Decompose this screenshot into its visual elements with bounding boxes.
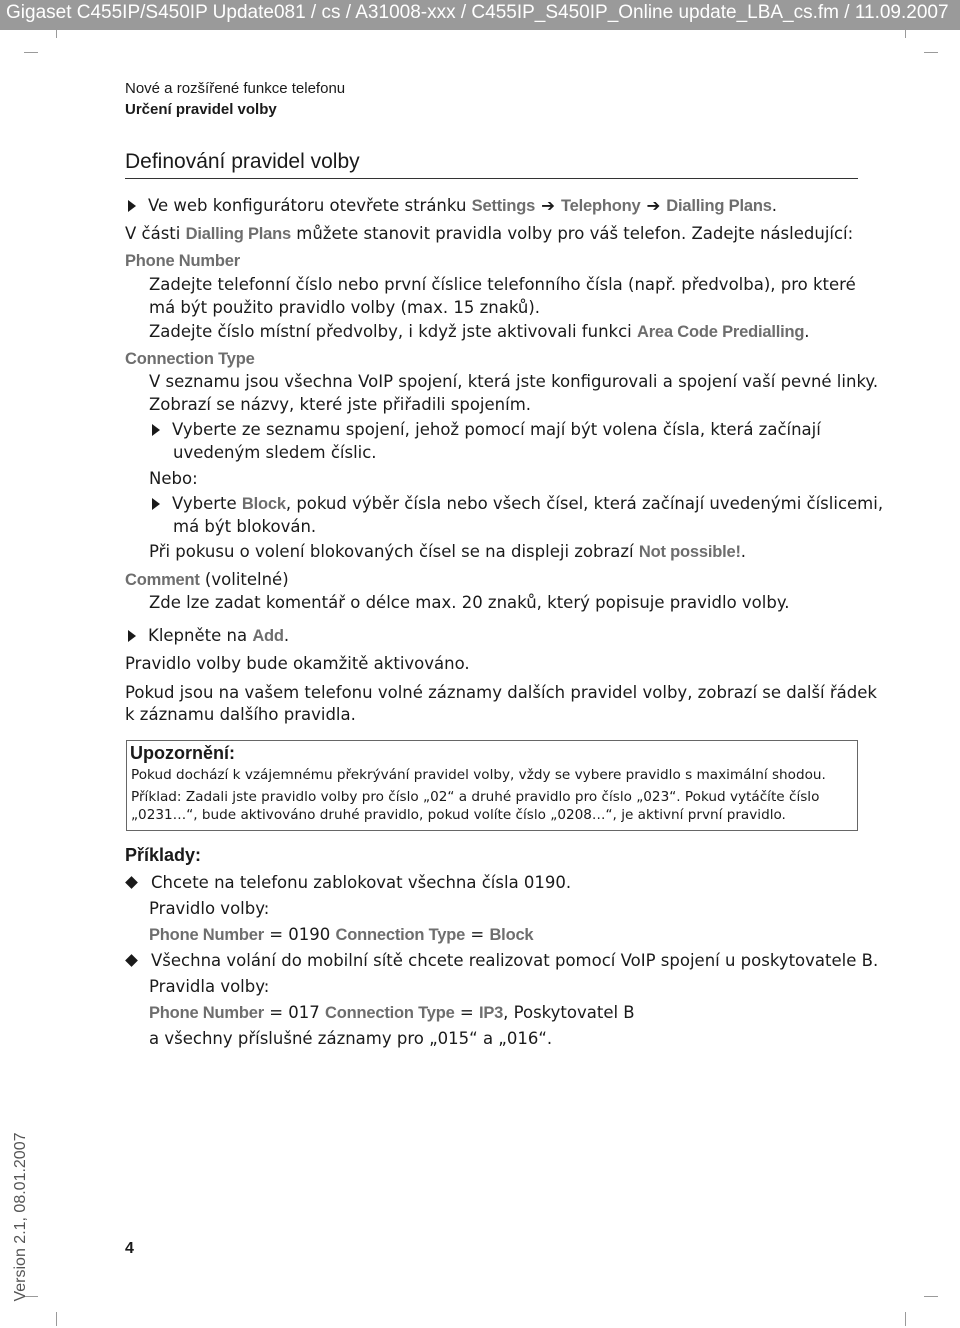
ui-connection-type: Connection Type (325, 1004, 455, 1022)
example-2: Všechna volání do mobilní sítě chcete realizovat pomocí VoIP spojení u poskytovatele B. (124, 949, 878, 972)
running-head-chapter: Nové a rozšířené funkce telefonu (125, 80, 346, 97)
crop-mark (905, 26, 906, 38)
menu-settings: Settings (471, 197, 536, 215)
intro-prefix: V části (125, 224, 186, 243)
step-bullet-icon (152, 424, 160, 436)
step-bullet-icon (152, 498, 160, 510)
crop-mark (905, 1312, 906, 1326)
examples-title: Příklady: (125, 845, 202, 865)
ui-phone-number: Phone Number (149, 1004, 264, 1022)
example-1-rule: Phone Number = 0190 Connection Type = Block (149, 925, 534, 944)
crop-mark (24, 52, 38, 53)
step-open-dialling-plans (128, 194, 777, 218)
intro-paragraph (125, 222, 853, 246)
rule-activated-text: Pravidlo volby bude okamžitě aktivováno. (125, 654, 470, 673)
connection-type-sub-step-1: Vyberte ze seznamu spojení, jehož pomocí mají být volena čísla, která začínají (152, 418, 821, 441)
blocked-number-info: Při pokusu o volení blokovaných čísel se na displeji zobrazí Not possible!. (149, 542, 747, 561)
free-entries-text-1: Pokud jsou na vašem telefonu volné záznamy dalších pravidel volby, zobrazí se další řádek (125, 683, 877, 702)
phone-number-label: Phone Number (125, 252, 240, 270)
intro-ui-dialling-plans: Dialling Plans (185, 225, 292, 243)
diamond-bullet-icon (125, 876, 138, 889)
comment-desc: Zde lze zadat komentář o délce max. 20 znaků, který popisuje pravidlo volby. (149, 593, 790, 612)
connection-type-desc-1: V seznamu jsou všechna VoIP spojení, která jste konfigurovali a spojení vaší pevné linky. (149, 372, 879, 391)
example-2-rule: Phone Number = 017 Connection Type = IP3, Poskytovatel B (149, 1003, 635, 1022)
example-1-rule-label: Pravidlo volby: (149, 899, 270, 918)
diamond-bullet-icon (125, 954, 138, 967)
example-1: Chcete na telefonu zablokovat všechna čísla 0190. (124, 871, 571, 894)
header-text: Gigaset C455IP/S450IP Update081 / cs / A31008-xxx / C455IP_S450IP_Online update_LBA_cs.fm / 11.09.2007 (6, 2, 949, 23)
intro-suffix: můžete stanovit pravidla volby pro váš telefon. Zadejte následující: (291, 224, 854, 243)
ui-connection-type: Connection Type (335, 926, 466, 944)
ui-ip3-value: IP3 (478, 1004, 504, 1022)
connection-type-or: Nebo: (149, 469, 198, 488)
comment-label: Comment (125, 571, 200, 589)
crop-mark (924, 52, 938, 53)
phone-number-desc-3: Zadejte číslo místní předvolby, i když jste aktivovali funkci Area Code Predialling. (149, 322, 810, 341)
document-header-strip (0, 0, 960, 30)
page-number: 4 (125, 1240, 134, 1257)
step-click-add: Klepněte na Add. (128, 624, 289, 648)
running-head-section: Určení pravidel volby (125, 101, 277, 118)
connection-type-sub-step-2: Vyberte Block, pokud výběr čísla nebo všech čísel, která začínají uvedenými číslicemi, (152, 492, 883, 516)
connection-type-sub-step-2-cont: má být blokován. (173, 517, 317, 536)
note-line-3: „0231…“, bude aktivováno druhé pravidlo, pokud volíte číslo „0208…“, je aktivní první pravidlo. (131, 807, 786, 823)
ui-block: Block (241, 495, 286, 513)
step-suffix: . (771, 196, 777, 215)
menu-telephony: Telephony (560, 197, 641, 215)
comment-optional: (volitelné) (199, 570, 289, 589)
example-2-all-entries: a všechny příslušné záznamy pro „015“ a „016“. (149, 1029, 553, 1048)
arrow-right-icon: ➔ (541, 196, 555, 215)
section-title: Definování pravidel volby (125, 150, 360, 173)
ui-area-code-predialling: Area Code Predialling (637, 323, 805, 341)
note-line-2: Příklad: Zadali jste pravidlo volby pro číslo „02“ a druhé pravidlo pro číslo „023“. Pokud vytáčíte číslo (131, 789, 820, 805)
step-bullet-icon (128, 200, 136, 212)
ui-add: Add (252, 627, 284, 645)
note-line-1: Pokud dochází k vzájemnému překrývání pravidel volby, vždy se vybere pravidlo s maximální shodou. (131, 767, 826, 783)
phone-number-desc-2: má být použito pravidlo volby (max. 15 znaků). (149, 298, 541, 317)
note-title: Upozornění: (130, 743, 235, 763)
free-entries-text-2: k záznamu dalšího pravidla. (125, 705, 356, 724)
crop-mark (924, 1296, 938, 1297)
connection-type-sub-step-1-cont: uvedeným sledem číslic. (173, 443, 377, 462)
example-2-rule-label: Pravidla volby: (149, 977, 270, 996)
comment-label-line (125, 568, 289, 592)
phone-number-desc-1: Zadejte telefonní číslo nebo první číslice telefonního čísla (např. předvolba), pro které (149, 275, 856, 294)
ui-block-value: Block (489, 926, 534, 944)
crop-mark (56, 1312, 57, 1326)
step-bullet-icon (128, 630, 136, 642)
section-title-rule (125, 178, 858, 179)
ui-phone-number: Phone Number (149, 926, 264, 944)
step-text: Ve web konfigurátoru otevřete stránku (148, 196, 472, 215)
version-footer: Version 2.1, 08.01.2007 (12, 1132, 29, 1302)
connection-type-desc-2: Zobrazí se názvy, které jste přiřadili spojením. (149, 395, 532, 414)
connection-type-label: Connection Type (125, 350, 255, 368)
crop-mark (56, 26, 57, 38)
arrow-right-icon: ➔ (646, 196, 661, 215)
menu-dialling-plans: Dialling Plans (666, 197, 772, 215)
ui-not-possible: Not possible! (638, 543, 741, 561)
